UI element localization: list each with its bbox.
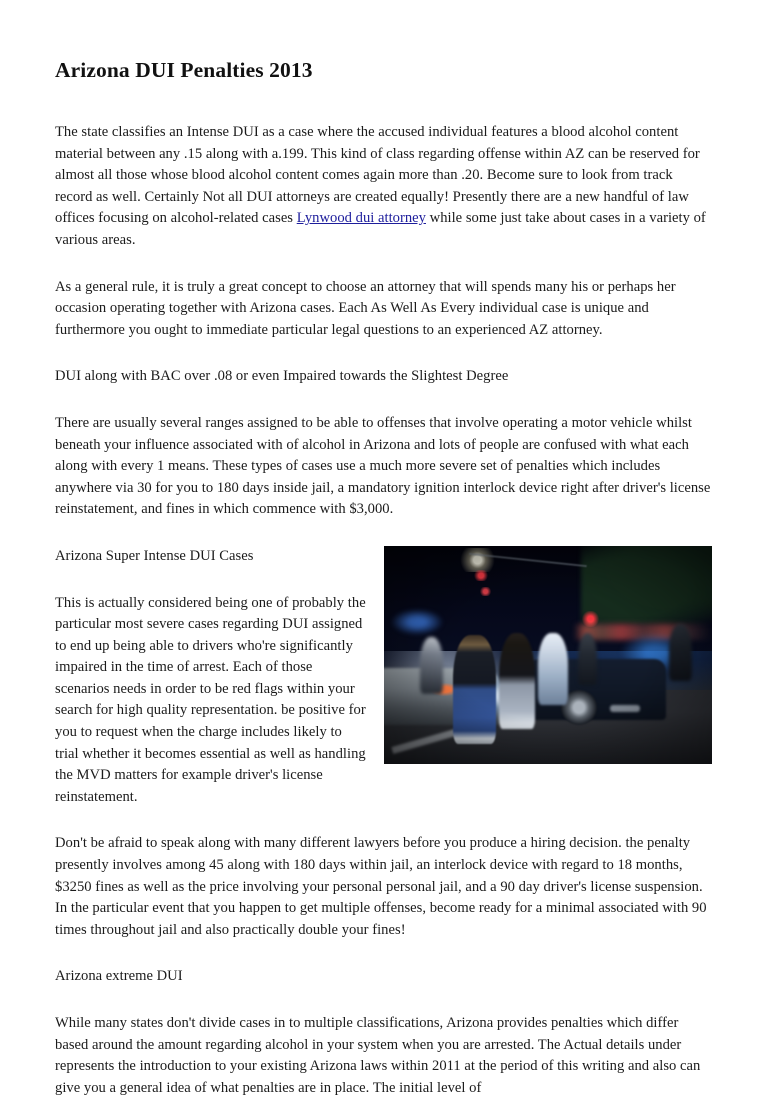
photo-vignette [384,546,712,764]
paragraph-intro-text-before-link: The state classifies an Intense DUI as a case where the accused individual features a blood alcohol content material between any .15 along with a.199. This kind of class regarding offense within AZ can be reserved for almost all those whose blood alcohol content comes again more than .20. Become sure to look from track record as well. Certainly Not all DUI attorneys are created equally! Presently there are a new handful of law offices focusing on alcohol-related cases [55,124,700,227]
car-crash-night-photo [384,546,712,764]
heading-bac-over-08: DUI along with BAC over .08 or even Impaired towards the Slightest Degree [55,368,509,385]
paragraph-speak-with-lawyers: Don't be afraid to speak along with many different lawyers before you produce a hiring decision. the penalty presently involves among 45 along with 180 days within jail, an interlock device with regard to 18 months, $3250 fines as well as the price involving your personal personal jail, and a 90 day driver's license suspension. In the particular event that you happen to get multiple offenses, become ready for a minimal associated with 90 times throughout jail and also practically double your fines! [55,835,707,938]
lynwood-dui-attorney-link[interactable]: Lynwood dui attorney [296,210,426,227]
paragraph-intro-text-after-link: while some just take about cases in a variety of various areas. [55,210,706,248]
heading-super-intense-dui: Arizona Super Intense DUI Cases [55,547,254,564]
paragraph-super-intense-dui: This is actually considered being one of probably the particular most severe cases regarding DUI assigned to end up being able to drivers who're significantly impaired in the time of arrest. Each of those scenarios needs in order to be red flags within your search for high quality representation. be positive for you to request when the charge includes likely to trial whether it becomes essential as well as handling the MVD matters for example driver's license reinstatement. [55,594,366,805]
paragraph-general-rule: As a general rule, it is truly a great concept to choose an attorney that will spends many his or perhaps her occasion operating together with Arizona cases. Each As Well As Every individual case is unique and furthermore you ought to immediate particular legal questions to an experienced AZ attorney. [55,278,676,338]
paragraph-intro [55,122,712,252]
heading-arizona-extreme-dui: Arizona extreme DUI [55,968,183,985]
paragraph-ranges-penalties: There are usually several ranges assigned to be able to offenses that involve operating a motor vehicle whilst beneath your influence associated with of alcohol in Arizona and lots of people are confused with what each along with every 1 means. These types of cases use a much more severe set of penalties which includes anywhere via 30 for you to 180 days inside jail, a mandatory ignition interlock device right after driver's license reinstatement, and fines in which commence with $3,000. [55,414,711,518]
title-spacer [55,84,712,122]
paragraph-classifications: While many states don't divide cases in to multiple classifications, Arizona provides penalties which differ based around the amount regarding alcohol in your system when you are arrested. The Actual details under represents the introduction to your existing Arizona laws within 2011 at the period of this writing and also can give you a general idea of what penalties are in place. The initial level of [55,1015,701,1096]
page-title: Arizona DUI Penalties 2013 [55,58,313,82]
accident-photo-figure [384,546,712,764]
figure-and-text-block [55,546,712,834]
